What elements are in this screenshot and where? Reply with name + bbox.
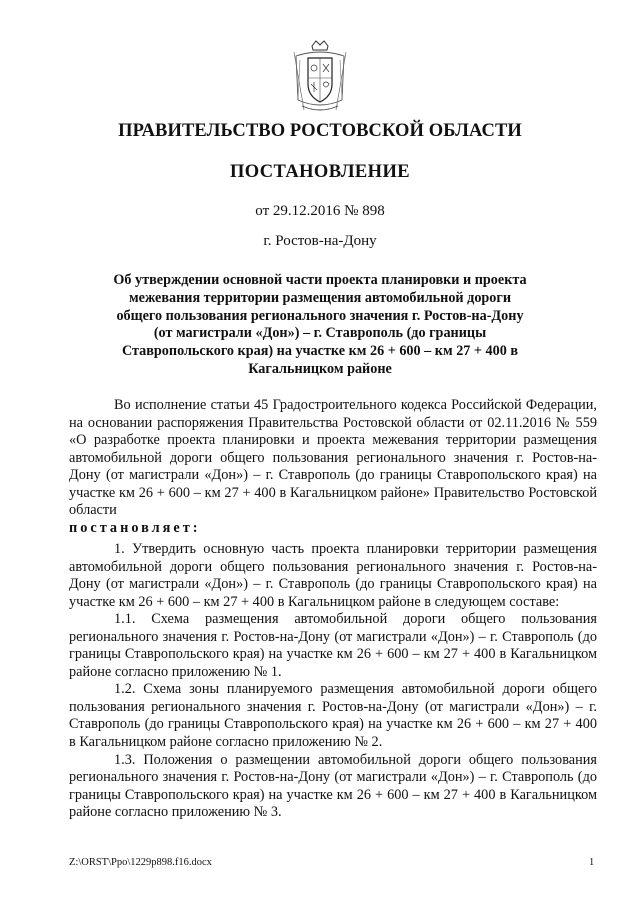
list-item: 1.1. Схема размещения автомобильной дороги общего пользования регионального значения г. Ростов-на-Дону (от магистрали «Дон») – г. Ставрополь (до границы Ставропольского края) на участке км 26 + 600 – км 27 + 400 в Кагальницком районе согласно приложению № 1.	[69, 611, 597, 680]
list-item: 1.2. Схема зоны планируемого размещения автомобильной дороги общего пользования регионального значения г. Ростов-на-Дону (от магистрали «Дон») – г. Ставрополь (до границы Ставропольского края) на участке км 26 + 600 – км 27 + 400 в Кагальницком районе согласно приложению № 2.	[69, 681, 597, 751]
coat-of-arms-icon	[290, 40, 350, 116]
page-number: 1	[589, 857, 595, 868]
preamble-text: Во исполнение статьи 45 Градостроительного кодекса Российской Федерации, на основании распоряжения Правительства Ростовской области от 02.11.2016 № 559 «О разработке проекта планировки и проекта межевания территории размещения автомобильной дороги общего пользования регионального значения г. Ростов-на-Дону (от магистрали «Дон») – г. Ставрополь (до границы Ставропольского края) на участке км 26 + 600 – км 27 + 400 в Кагальницком районе» Правительство Ростовской области	[69, 397, 597, 519]
preamble	[69, 397, 597, 537]
file-path: Z:\ORST\Ppo\1229p898.f16.docx	[69, 857, 212, 868]
city: г. Ростов-на-Дону	[263, 233, 377, 249]
date-and-number: от 29.12.2016 № 898	[255, 203, 385, 219]
decree-items	[69, 541, 597, 822]
government-name: ПРАВИТЕЛЬСТВО РОСТОВСКОЙ ОБЛАСТИ	[118, 121, 522, 141]
decree-subject: Об утверждении основной части проекта планировки и проекта межевания территории размещения автомобильной дороги общего пользования регионального значения г. Ростов-на-Дону (от магистрали «Дон») – г. Ставрополь (до границы Ставропольского края) на участке км 26 + 600 – км 27 + 400 в Кагальницком районе	[113, 272, 527, 377]
list-item: 1. Утвердить основную часть проекта планировки территории размещения автомобильной дороги общего пользования регионального значения г. Ростов-на-Дону (от магистрали «Дон») – г. Ставрополь (до границы Ставропольского края) на участке км 26 + 600 – км 27 + 400 в Кагальницком районе в следующем составе:	[69, 541, 597, 610]
document-type: ПОСТАНОВЛЕНИЕ	[229, 162, 410, 182]
resolves-phrase: постановляет:	[69, 519, 201, 536]
list-item: 1.3. Положения о размещении автомобильной дороги общего пользования регионального значения г. Ростов-на-Дону (от магистрали «Дон») – г. Ставрополь (до границы Ставропольского края) на участке км 26 + 600 – км 27 + 400 в Кагальницком районе согласно приложению № 3.	[69, 751, 597, 821]
